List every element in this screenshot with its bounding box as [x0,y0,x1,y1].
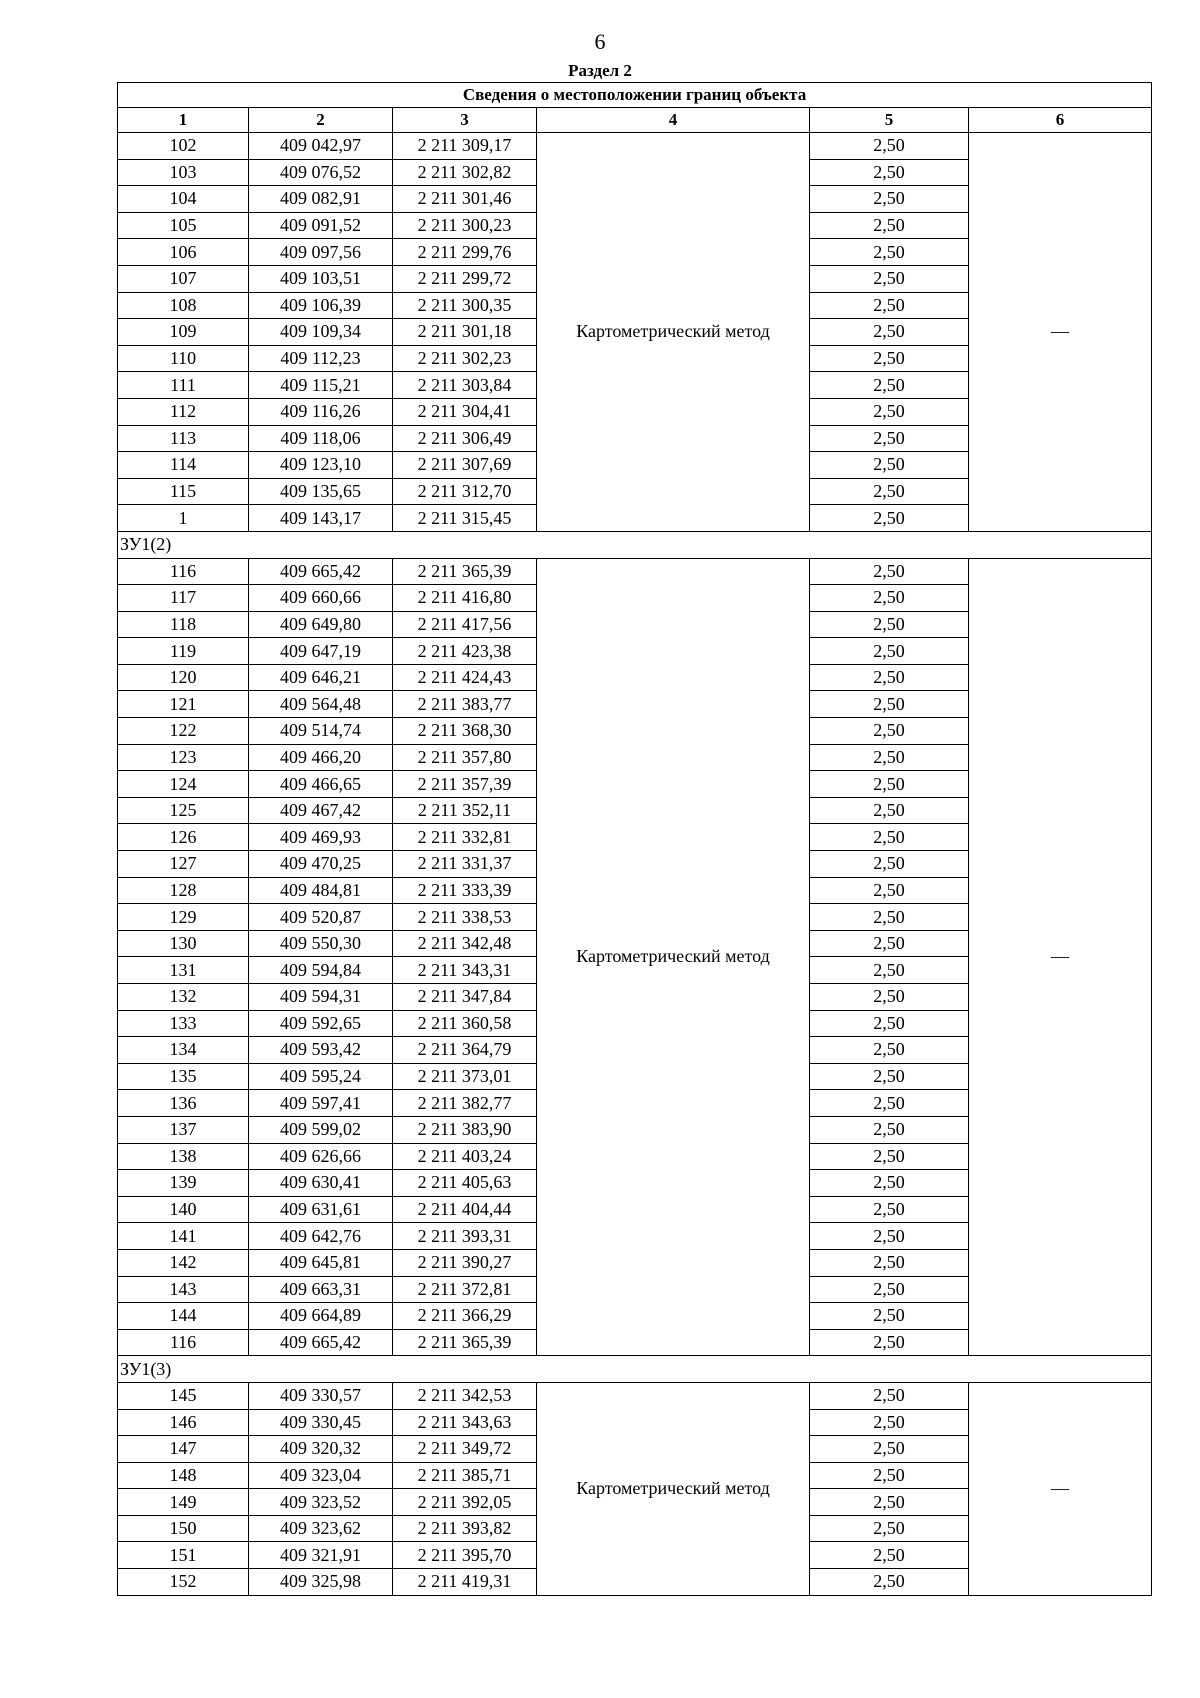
accuracy-cell: 2,50 [810,664,969,691]
accuracy-cell: 2,50 [810,265,969,292]
page-number: 6 [594,29,606,54]
point-number-cell: 113 [118,425,249,452]
x-coordinate-cell: 409 550,30 [249,930,393,957]
accuracy-cell: 2,50 [810,1515,969,1542]
x-coordinate-cell: 409 642,76 [249,1223,393,1250]
y-coordinate-cell: 2 211 342,48 [393,930,537,957]
point-number-cell: 147 [118,1436,249,1463]
point-number-cell: 107 [118,265,249,292]
note-cell: — [969,1382,1152,1595]
y-coordinate-cell: 2 211 393,31 [393,1223,537,1250]
column-header: 6 [969,108,1152,133]
y-coordinate-cell: 2 211 302,23 [393,345,537,372]
x-coordinate-cell: 409 042,97 [249,133,393,160]
method-cell: Картометрический метод [537,133,810,532]
column-header: 5 [810,108,969,133]
y-coordinate-cell: 2 211 301,18 [393,319,537,346]
x-coordinate-cell: 409 325,98 [249,1569,393,1596]
x-coordinate-cell: 409 597,41 [249,1090,393,1117]
y-coordinate-cell: 2 211 364,79 [393,1037,537,1064]
point-number-cell: 105 [118,212,249,239]
accuracy-cell: 2,50 [810,744,969,771]
point-number-cell: 106 [118,239,249,266]
point-number-cell: 131 [118,957,249,984]
point-number-cell: 111 [118,372,249,399]
accuracy-cell: 2,50 [810,984,969,1011]
point-number-cell: 134 [118,1037,249,1064]
column-header: 3 [393,108,537,133]
x-coordinate-cell: 409 330,57 [249,1382,393,1409]
table-row [118,558,1152,585]
accuracy-cell: 2,50 [810,877,969,904]
y-coordinate-cell: 2 211 300,35 [393,292,537,319]
section-title: Раздел 2 [568,61,632,80]
point-number-cell: 120 [118,664,249,691]
x-coordinate-cell: 409 112,23 [249,345,393,372]
y-coordinate-cell: 2 211 365,39 [393,558,537,585]
x-coordinate-cell: 409 647,19 [249,638,393,665]
accuracy-cell: 2,50 [810,1276,969,1303]
accuracy-cell: 2,50 [810,638,969,665]
point-number-cell: 128 [118,877,249,904]
x-coordinate-cell: 409 520,87 [249,904,393,931]
accuracy-cell: 2,50 [810,1170,969,1197]
point-number-cell: 103 [118,159,249,186]
y-coordinate-cell: 2 211 366,29 [393,1303,537,1330]
x-coordinate-cell: 409 645,81 [249,1249,393,1276]
y-coordinate-cell: 2 211 304,41 [393,398,537,425]
point-number-cell: 116 [118,558,249,585]
y-coordinate-cell: 2 211 352,11 [393,797,537,824]
note-cell: — [969,133,1152,532]
accuracy-cell: 2,50 [810,319,969,346]
point-number-cell: 141 [118,1223,249,1250]
x-coordinate-cell: 409 321,91 [249,1542,393,1569]
accuracy-cell: 2,50 [810,1037,969,1064]
x-coordinate-cell: 409 323,04 [249,1462,393,1489]
x-coordinate-cell: 409 143,17 [249,505,393,532]
y-coordinate-cell: 2 211 383,90 [393,1116,537,1143]
point-number-cell: 108 [118,292,249,319]
x-coordinate-cell: 409 330,45 [249,1409,393,1436]
accuracy-cell: 2,50 [810,797,969,824]
y-coordinate-cell: 2 211 392,05 [393,1489,537,1516]
x-coordinate-cell: 409 076,52 [249,159,393,186]
x-coordinate-cell: 409 103,51 [249,265,393,292]
group-label: ЗУ1(3) [118,1356,1152,1383]
point-number-cell: 145 [118,1382,249,1409]
x-coordinate-cell: 409 663,31 [249,1276,393,1303]
accuracy-cell: 2,50 [810,1090,969,1117]
accuracy-cell: 2,50 [810,1489,969,1516]
x-coordinate-cell: 409 467,42 [249,797,393,824]
y-coordinate-cell: 2 211 299,76 [393,239,537,266]
accuracy-cell: 2,50 [810,851,969,878]
point-number-cell: 123 [118,744,249,771]
point-number-cell: 139 [118,1170,249,1197]
point-number-cell: 136 [118,1090,249,1117]
point-number-cell: 149 [118,1489,249,1516]
y-coordinate-cell: 2 211 373,01 [393,1063,537,1090]
y-coordinate-cell: 2 211 395,70 [393,1542,537,1569]
table-row [118,133,1152,160]
point-number-cell: 115 [118,478,249,505]
accuracy-cell: 2,50 [810,398,969,425]
point-number-cell: 1 [118,505,249,532]
accuracy-cell: 2,50 [810,1542,969,1569]
point-number-cell: 133 [118,1010,249,1037]
x-coordinate-cell: 409 594,31 [249,984,393,1011]
x-coordinate-cell: 409 123,10 [249,452,393,479]
x-coordinate-cell: 409 466,65 [249,771,393,798]
accuracy-cell: 2,50 [810,505,969,532]
y-coordinate-cell: 2 211 382,77 [393,1090,537,1117]
point-number-cell: 110 [118,345,249,372]
y-coordinate-cell: 2 211 300,23 [393,212,537,239]
accuracy-cell: 2,50 [810,957,969,984]
y-coordinate-cell: 2 211 303,84 [393,372,537,399]
y-coordinate-cell: 2 211 301,46 [393,186,537,213]
y-coordinate-cell: 2 211 343,63 [393,1409,537,1436]
x-coordinate-cell: 409 660,66 [249,585,393,612]
accuracy-cell: 2,50 [810,1382,969,1409]
y-coordinate-cell: 2 211 309,17 [393,133,537,160]
y-coordinate-cell: 2 211 347,84 [393,984,537,1011]
x-coordinate-cell: 409 593,42 [249,1037,393,1064]
point-number-cell: 142 [118,1249,249,1276]
accuracy-cell: 2,50 [810,1409,969,1436]
group-label-row [118,1356,1152,1383]
y-coordinate-cell: 2 211 331,37 [393,851,537,878]
x-coordinate-cell: 409 470,25 [249,851,393,878]
point-number-cell: 127 [118,851,249,878]
point-number-cell: 137 [118,1116,249,1143]
x-coordinate-cell: 409 323,52 [249,1489,393,1516]
point-number-cell: 135 [118,1063,249,1090]
column-header: 2 [249,108,393,133]
point-number-cell: 102 [118,133,249,160]
boundary-coordinates-table [117,82,1152,1596]
x-coordinate-cell: 409 626,66 [249,1143,393,1170]
x-coordinate-cell: 409 631,61 [249,1196,393,1223]
y-coordinate-cell: 2 211 306,49 [393,425,537,452]
column-header-row [118,108,1152,133]
accuracy-cell: 2,50 [810,239,969,266]
point-number-cell: 125 [118,797,249,824]
point-number-cell: 144 [118,1303,249,1330]
point-number-cell: 129 [118,904,249,931]
accuracy-cell: 2,50 [810,585,969,612]
x-coordinate-cell: 409 109,34 [249,319,393,346]
x-coordinate-cell: 409 665,42 [249,558,393,585]
accuracy-cell: 2,50 [810,558,969,585]
y-coordinate-cell: 2 211 360,58 [393,1010,537,1037]
y-coordinate-cell: 2 211 332,81 [393,824,537,851]
point-number-cell: 104 [118,186,249,213]
accuracy-cell: 2,50 [810,1063,969,1090]
accuracy-cell: 2,50 [810,1569,969,1596]
y-coordinate-cell: 2 211 424,43 [393,664,537,691]
accuracy-cell: 2,50 [810,372,969,399]
accuracy-cell: 2,50 [810,478,969,505]
table-row [118,1382,1152,1409]
point-number-cell: 121 [118,691,249,718]
y-coordinate-cell: 2 211 365,39 [393,1329,537,1356]
accuracy-cell: 2,50 [810,824,969,851]
point-number-cell: 151 [118,1542,249,1569]
column-header: 1 [118,108,249,133]
y-coordinate-cell: 2 211 403,24 [393,1143,537,1170]
y-coordinate-cell: 2 211 349,72 [393,1436,537,1463]
x-coordinate-cell: 409 484,81 [249,877,393,904]
point-number-cell: 143 [118,1276,249,1303]
point-number-cell: 122 [118,718,249,745]
y-coordinate-cell: 2 211 357,80 [393,744,537,771]
x-coordinate-cell: 409 466,20 [249,744,393,771]
y-coordinate-cell: 2 211 312,70 [393,478,537,505]
x-coordinate-cell: 409 116,26 [249,398,393,425]
y-coordinate-cell: 2 211 405,63 [393,1170,537,1197]
y-coordinate-cell: 2 211 417,56 [393,611,537,638]
x-coordinate-cell: 409 106,39 [249,292,393,319]
point-number-cell: 138 [118,1143,249,1170]
y-coordinate-cell: 2 211 307,69 [393,452,537,479]
y-coordinate-cell: 2 211 302,82 [393,159,537,186]
x-coordinate-cell: 409 564,48 [249,691,393,718]
x-coordinate-cell: 409 595,24 [249,1063,393,1090]
y-coordinate-cell: 2 211 393,82 [393,1515,537,1542]
accuracy-cell: 2,50 [810,1329,969,1356]
point-number-cell: 118 [118,611,249,638]
point-number-cell: 117 [118,585,249,612]
x-coordinate-cell: 409 665,42 [249,1329,393,1356]
y-coordinate-cell: 2 211 338,53 [393,904,537,931]
accuracy-cell: 2,50 [810,1010,969,1037]
x-coordinate-cell: 409 514,74 [249,718,393,745]
y-coordinate-cell: 2 211 416,80 [393,585,537,612]
accuracy-cell: 2,50 [810,930,969,957]
y-coordinate-cell: 2 211 333,39 [393,877,537,904]
point-number-cell: 109 [118,319,249,346]
point-number-cell: 146 [118,1409,249,1436]
accuracy-cell: 2,50 [810,212,969,239]
note-cell: — [969,558,1152,1356]
point-number-cell: 114 [118,452,249,479]
accuracy-cell: 2,50 [810,1223,969,1250]
x-coordinate-cell: 409 630,41 [249,1170,393,1197]
point-number-cell: 112 [118,398,249,425]
point-number-cell: 140 [118,1196,249,1223]
column-header: 4 [537,108,810,133]
point-number-cell: 150 [118,1515,249,1542]
accuracy-cell: 2,50 [810,425,969,452]
x-coordinate-cell: 409 649,80 [249,611,393,638]
y-coordinate-cell: 2 211 342,53 [393,1382,537,1409]
accuracy-cell: 2,50 [810,133,969,160]
x-coordinate-cell: 409 135,65 [249,478,393,505]
point-number-cell: 119 [118,638,249,665]
x-coordinate-cell: 409 664,89 [249,1303,393,1330]
accuracy-cell: 2,50 [810,611,969,638]
y-coordinate-cell: 2 211 343,31 [393,957,537,984]
accuracy-cell: 2,50 [810,691,969,718]
y-coordinate-cell: 2 211 368,30 [393,718,537,745]
method-cell: Картометрический метод [537,558,810,1356]
x-coordinate-cell: 409 646,21 [249,664,393,691]
x-coordinate-cell: 409 469,93 [249,824,393,851]
y-coordinate-cell: 2 211 372,81 [393,1276,537,1303]
point-number-cell: 132 [118,984,249,1011]
accuracy-cell: 2,50 [810,771,969,798]
x-coordinate-cell: 409 594,84 [249,957,393,984]
accuracy-cell: 2,50 [810,292,969,319]
y-coordinate-cell: 2 211 423,38 [393,638,537,665]
y-coordinate-cell: 2 211 419,31 [393,1569,537,1596]
x-coordinate-cell: 409 115,21 [249,372,393,399]
accuracy-cell: 2,50 [810,452,969,479]
point-number-cell: 116 [118,1329,249,1356]
y-coordinate-cell: 2 211 390,27 [393,1249,537,1276]
point-number-cell: 152 [118,1569,249,1596]
x-coordinate-cell: 409 118,06 [249,425,393,452]
point-number-cell: 130 [118,930,249,957]
x-coordinate-cell: 409 082,91 [249,186,393,213]
table-title-row [118,83,1152,108]
y-coordinate-cell: 2 211 383,77 [393,691,537,718]
y-coordinate-cell: 2 211 315,45 [393,505,537,532]
accuracy-cell: 2,50 [810,1462,969,1489]
y-coordinate-cell: 2 211 299,72 [393,265,537,292]
accuracy-cell: 2,50 [810,1143,969,1170]
table-title: Сведения о местоположении границ объекта [118,83,1152,108]
accuracy-cell: 2,50 [810,159,969,186]
accuracy-cell: 2,50 [810,186,969,213]
accuracy-cell: 2,50 [810,1196,969,1223]
y-coordinate-cell: 2 211 404,44 [393,1196,537,1223]
accuracy-cell: 2,50 [810,1436,969,1463]
point-number-cell: 126 [118,824,249,851]
x-coordinate-cell: 409 592,65 [249,1010,393,1037]
point-number-cell: 148 [118,1462,249,1489]
group-label-row [118,531,1152,558]
point-number-cell: 124 [118,771,249,798]
x-coordinate-cell: 409 091,52 [249,212,393,239]
accuracy-cell: 2,50 [810,904,969,931]
accuracy-cell: 2,50 [810,1303,969,1330]
x-coordinate-cell: 409 320,32 [249,1436,393,1463]
accuracy-cell: 2,50 [810,1116,969,1143]
x-coordinate-cell: 409 323,62 [249,1515,393,1542]
method-cell: Картометрический метод [537,1382,810,1595]
accuracy-cell: 2,50 [810,718,969,745]
x-coordinate-cell: 409 097,56 [249,239,393,266]
y-coordinate-cell: 2 211 357,39 [393,771,537,798]
accuracy-cell: 2,50 [810,1249,969,1276]
x-coordinate-cell: 409 599,02 [249,1116,393,1143]
accuracy-cell: 2,50 [810,345,969,372]
group-label: ЗУ1(2) [118,531,1152,558]
y-coordinate-cell: 2 211 385,71 [393,1462,537,1489]
